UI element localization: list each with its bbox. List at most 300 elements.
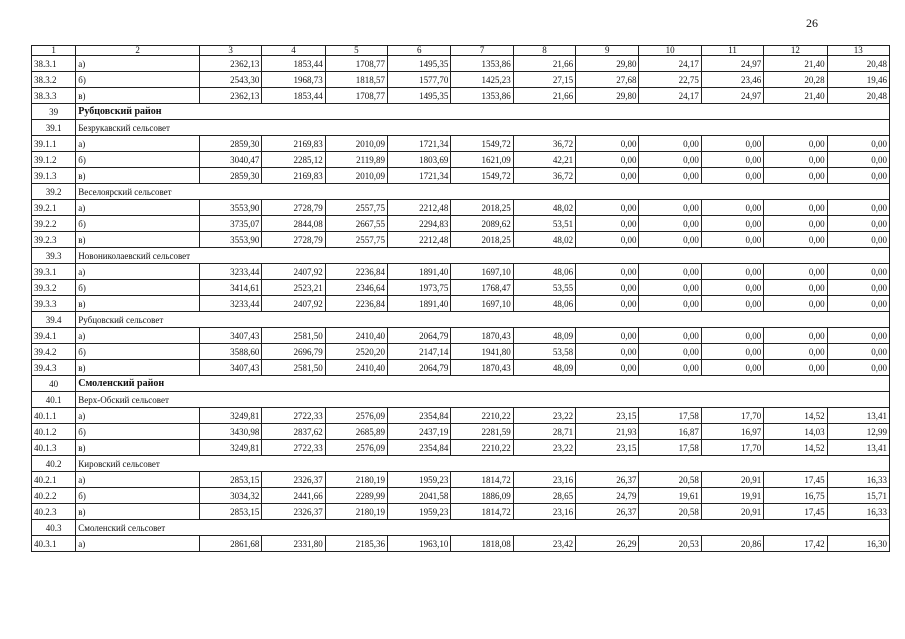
- value-cell: 2576,09: [325, 408, 387, 424]
- value-cell: 21,66: [513, 56, 575, 72]
- value-cell: 13,41: [827, 440, 889, 456]
- value-cell: 17,58: [639, 408, 701, 424]
- value-cell: 20,53: [639, 536, 701, 552]
- row-variant-label: в): [76, 440, 200, 456]
- value-cell: 1963,10: [388, 536, 451, 552]
- value-cell: 20,86: [701, 536, 763, 552]
- table-row: [32, 200, 890, 216]
- value-cell: 0,00: [827, 264, 889, 280]
- value-cell: 20,91: [701, 504, 763, 520]
- value-cell: 0,00: [576, 136, 639, 152]
- value-cell: 27,68: [576, 72, 639, 88]
- value-cell: 0,00: [701, 168, 763, 184]
- value-cell: 53,55: [513, 280, 575, 296]
- row-number: 39.3.1: [32, 264, 76, 280]
- value-cell: 2728,79: [262, 200, 325, 216]
- value-cell: 2859,30: [199, 136, 261, 152]
- value-cell: 0,00: [639, 328, 701, 344]
- value-cell: 2010,09: [325, 136, 387, 152]
- row-variant-label: а): [76, 536, 200, 552]
- value-cell: 23,16: [513, 504, 575, 520]
- value-cell: 1708,77: [325, 56, 387, 72]
- value-cell: 48,06: [513, 296, 575, 312]
- value-cell: 14,03: [764, 424, 827, 440]
- row-variant-label: б): [76, 488, 200, 504]
- table-row: [32, 536, 890, 552]
- district-heading-row: [32, 104, 890, 120]
- value-cell: 19,46: [827, 72, 889, 88]
- district-heading-row: [32, 376, 890, 392]
- value-cell: 1577,70: [388, 72, 451, 88]
- value-cell: 2010,09: [325, 168, 387, 184]
- column-header: 10: [639, 46, 701, 56]
- row-variant-label: а): [76, 56, 200, 72]
- row-variant-label: а): [76, 328, 200, 344]
- value-cell: 42,21: [513, 152, 575, 168]
- row-variant-label: в): [76, 232, 200, 248]
- value-cell: 0,00: [576, 264, 639, 280]
- table-row: [32, 152, 890, 168]
- value-cell: 19,91: [701, 488, 763, 504]
- column-header: 3: [199, 46, 261, 56]
- settlement-heading-row: [32, 520, 890, 536]
- value-cell: 2557,75: [325, 200, 387, 216]
- table-row: [32, 296, 890, 312]
- value-cell: 1353,86: [451, 88, 513, 104]
- value-cell: 27,15: [513, 72, 575, 88]
- settlement-name: Рубцовский сельсовет: [76, 312, 890, 328]
- column-header: 13: [827, 46, 889, 56]
- value-cell: 0,00: [764, 360, 827, 376]
- column-header: 9: [576, 46, 639, 56]
- settlement-name: Безрукавский сельсовет: [76, 120, 890, 136]
- value-cell: 0,00: [576, 216, 639, 232]
- row-number: 39.2.2: [32, 216, 76, 232]
- value-cell: 0,00: [576, 296, 639, 312]
- table-row: [32, 264, 890, 280]
- row-variant-label: а): [76, 200, 200, 216]
- value-cell: 20,58: [639, 504, 701, 520]
- value-cell: 1621,09: [451, 152, 513, 168]
- value-cell: 2294,83: [388, 216, 451, 232]
- value-cell: 2722,33: [262, 408, 325, 424]
- value-cell: 0,00: [827, 200, 889, 216]
- value-cell: 24,79: [576, 488, 639, 504]
- row-variant-label: б): [76, 72, 200, 88]
- value-cell: 0,00: [764, 232, 827, 248]
- value-cell: 0,00: [764, 200, 827, 216]
- value-cell: 1549,72: [451, 168, 513, 184]
- value-cell: 2210,22: [451, 408, 513, 424]
- value-cell: 2212,48: [388, 200, 451, 216]
- value-cell: 0,00: [764, 296, 827, 312]
- value-cell: 23,15: [576, 408, 639, 424]
- value-cell: 0,00: [639, 296, 701, 312]
- row-number: 39.2.3: [32, 232, 76, 248]
- column-number-row: [32, 46, 890, 56]
- row-variant-label: в): [76, 504, 200, 520]
- value-cell: 0,00: [639, 200, 701, 216]
- settlement-heading-row: [32, 456, 890, 472]
- value-cell: 0,00: [639, 152, 701, 168]
- value-cell: 28,71: [513, 424, 575, 440]
- value-cell: 3040,47: [199, 152, 261, 168]
- value-cell: 16,33: [827, 472, 889, 488]
- value-cell: 3414,61: [199, 280, 261, 296]
- value-cell: 1891,40: [388, 264, 451, 280]
- value-cell: 2354,84: [388, 408, 451, 424]
- value-cell: 1853,44: [262, 88, 325, 104]
- value-cell: 0,00: [576, 360, 639, 376]
- value-cell: 48,02: [513, 232, 575, 248]
- value-cell: 16,30: [827, 536, 889, 552]
- value-cell: 0,00: [827, 296, 889, 312]
- value-cell: 2581,50: [262, 328, 325, 344]
- value-cell: 16,75: [764, 488, 827, 504]
- value-cell: 1708,77: [325, 88, 387, 104]
- value-cell: 17,70: [701, 440, 763, 456]
- value-cell: 1870,43: [451, 360, 513, 376]
- value-cell: 0,00: [701, 232, 763, 248]
- value-cell: 48,06: [513, 264, 575, 280]
- row-number: 39.3.3: [32, 296, 76, 312]
- value-cell: 15,71: [827, 488, 889, 504]
- column-header: 1: [32, 46, 76, 56]
- value-cell: 2362,13: [199, 56, 261, 72]
- value-cell: 1886,09: [451, 488, 513, 504]
- row-variant-label: а): [76, 408, 200, 424]
- value-cell: 26,29: [576, 536, 639, 552]
- value-cell: 22,75: [639, 72, 701, 88]
- row-number: 39.1.1: [32, 136, 76, 152]
- row-variant-label: б): [76, 344, 200, 360]
- district-name: Рубцовский район: [76, 104, 890, 120]
- value-cell: 2685,89: [325, 424, 387, 440]
- column-header: 11: [701, 46, 763, 56]
- value-cell: 0,00: [701, 328, 763, 344]
- value-cell: 0,00: [827, 136, 889, 152]
- settlement-heading-row: [32, 392, 890, 408]
- value-cell: 2169,83: [262, 168, 325, 184]
- value-cell: 0,00: [827, 280, 889, 296]
- row-number: 39.4: [32, 312, 76, 328]
- value-cell: 1814,72: [451, 504, 513, 520]
- value-cell: 2212,48: [388, 232, 451, 248]
- value-cell: 0,00: [764, 328, 827, 344]
- value-cell: 23,22: [513, 440, 575, 456]
- value-cell: 24,17: [639, 56, 701, 72]
- value-cell: 0,00: [701, 200, 763, 216]
- value-cell: 48,02: [513, 200, 575, 216]
- value-cell: 0,00: [827, 344, 889, 360]
- value-cell: 20,48: [827, 56, 889, 72]
- value-cell: 21,93: [576, 424, 639, 440]
- row-variant-label: а): [76, 472, 200, 488]
- settlement-name: Верх-Обский сельсовет: [76, 392, 890, 408]
- settlement-name: Веселоярский сельсовет: [76, 184, 890, 200]
- settlement-name: Кировский сельсовет: [76, 456, 890, 472]
- value-cell: 0,00: [764, 136, 827, 152]
- row-number: 40.2: [32, 456, 76, 472]
- value-cell: 2407,92: [262, 264, 325, 280]
- value-cell: 0,00: [639, 136, 701, 152]
- page-number: 26: [806, 16, 818, 30]
- value-cell: 3553,90: [199, 232, 261, 248]
- table-row: [32, 72, 890, 88]
- value-cell: 1853,44: [262, 56, 325, 72]
- value-cell: 2236,84: [325, 296, 387, 312]
- value-cell: 2853,15: [199, 472, 261, 488]
- row-number: 39.1: [32, 120, 76, 136]
- row-variant-label: а): [76, 136, 200, 152]
- value-cell: 0,00: [764, 280, 827, 296]
- value-cell: 3430,98: [199, 424, 261, 440]
- value-cell: 1814,72: [451, 472, 513, 488]
- value-cell: 2180,19: [325, 504, 387, 520]
- settlement-name: Смоленский сельсовет: [76, 520, 890, 536]
- value-cell: 2410,40: [325, 328, 387, 344]
- row-number: 40: [32, 376, 76, 392]
- value-cell: 2064,79: [388, 360, 451, 376]
- value-cell: 14,52: [764, 440, 827, 456]
- tariff-table: [31, 45, 890, 552]
- value-cell: 2210,22: [451, 440, 513, 456]
- value-cell: 17,42: [764, 536, 827, 552]
- value-cell: 0,00: [827, 216, 889, 232]
- value-cell: 2018,25: [451, 200, 513, 216]
- value-cell: 2326,37: [262, 472, 325, 488]
- value-cell: 2185,36: [325, 536, 387, 552]
- row-number: 39.1.3: [32, 168, 76, 184]
- row-number: 40.2.3: [32, 504, 76, 520]
- value-cell: 28,65: [513, 488, 575, 504]
- value-cell: 1870,43: [451, 328, 513, 344]
- value-cell: 17,70: [701, 408, 763, 424]
- value-cell: 23,22: [513, 408, 575, 424]
- value-cell: 23,46: [701, 72, 763, 88]
- value-cell: 3735,07: [199, 216, 261, 232]
- value-cell: 2667,55: [325, 216, 387, 232]
- value-cell: 0,00: [764, 152, 827, 168]
- row-number: 39.2.1: [32, 200, 76, 216]
- column-header: 7: [451, 46, 513, 56]
- table-row: [32, 488, 890, 504]
- value-cell: 2853,15: [199, 504, 261, 520]
- table-row: [32, 408, 890, 424]
- column-header: 5: [325, 46, 387, 56]
- value-cell: 2236,84: [325, 264, 387, 280]
- value-cell: 3553,90: [199, 200, 261, 216]
- value-cell: 0,00: [827, 360, 889, 376]
- settlement-name: Новониколаевский сельсовет: [76, 248, 890, 264]
- row-number: 40.1.2: [32, 424, 76, 440]
- value-cell: 20,58: [639, 472, 701, 488]
- value-cell: 2728,79: [262, 232, 325, 248]
- value-cell: 1959,23: [388, 504, 451, 520]
- table-row: [32, 136, 890, 152]
- value-cell: 16,87: [639, 424, 701, 440]
- value-cell: 14,52: [764, 408, 827, 424]
- value-cell: 1495,35: [388, 88, 451, 104]
- value-cell: 0,00: [576, 152, 639, 168]
- value-cell: 2119,89: [325, 152, 387, 168]
- settlement-heading-row: [32, 248, 890, 264]
- row-number: 39.1.2: [32, 152, 76, 168]
- value-cell: 0,00: [701, 344, 763, 360]
- value-cell: 2331,80: [262, 536, 325, 552]
- row-number: 39: [32, 104, 76, 120]
- value-cell: 0,00: [639, 168, 701, 184]
- value-cell: 0,00: [764, 168, 827, 184]
- value-cell: 0,00: [639, 344, 701, 360]
- value-cell: 2169,83: [262, 136, 325, 152]
- value-cell: 2557,75: [325, 232, 387, 248]
- column-header: 2: [76, 46, 200, 56]
- value-cell: 2285,12: [262, 152, 325, 168]
- value-cell: 1721,34: [388, 168, 451, 184]
- row-number: 40.1.1: [32, 408, 76, 424]
- row-variant-label: б): [76, 424, 200, 440]
- value-cell: 2437,19: [388, 424, 451, 440]
- value-cell: 2441,66: [262, 488, 325, 504]
- row-variant-label: б): [76, 280, 200, 296]
- value-cell: 2354,84: [388, 440, 451, 456]
- table-row: [32, 280, 890, 296]
- table-row: [32, 232, 890, 248]
- value-cell: 2861,68: [199, 536, 261, 552]
- value-cell: 0,00: [764, 264, 827, 280]
- value-cell: 3034,32: [199, 488, 261, 504]
- value-cell: 12,99: [827, 424, 889, 440]
- value-cell: 16,97: [701, 424, 763, 440]
- value-cell: 23,16: [513, 472, 575, 488]
- value-cell: 2844,08: [262, 216, 325, 232]
- value-cell: 0,00: [576, 232, 639, 248]
- table-row: [32, 504, 890, 520]
- table-row: [32, 168, 890, 184]
- value-cell: 0,00: [701, 296, 763, 312]
- value-cell: 0,00: [827, 232, 889, 248]
- value-cell: 2346,64: [325, 280, 387, 296]
- row-number: 39.2: [32, 184, 76, 200]
- row-number: 38.3.3: [32, 88, 76, 104]
- value-cell: 0,00: [701, 152, 763, 168]
- value-cell: 48,09: [513, 328, 575, 344]
- value-cell: 1768,47: [451, 280, 513, 296]
- value-cell: 0,00: [639, 280, 701, 296]
- table-row: [32, 56, 890, 72]
- value-cell: 21,40: [764, 88, 827, 104]
- row-number: 40.3.1: [32, 536, 76, 552]
- table-row: [32, 472, 890, 488]
- value-cell: 24,97: [701, 56, 763, 72]
- value-cell: 0,00: [576, 328, 639, 344]
- row-variant-label: в): [76, 168, 200, 184]
- value-cell: 26,37: [576, 472, 639, 488]
- value-cell: 2576,09: [325, 440, 387, 456]
- row-number: 40.1: [32, 392, 76, 408]
- row-variant-label: а): [76, 264, 200, 280]
- row-variant-label: б): [76, 152, 200, 168]
- value-cell: 0,00: [701, 280, 763, 296]
- value-cell: 1353,86: [451, 56, 513, 72]
- row-number: 40.3: [32, 520, 76, 536]
- value-cell: 53,51: [513, 216, 575, 232]
- value-cell: 0,00: [764, 344, 827, 360]
- table-row: [32, 344, 890, 360]
- value-cell: 3588,60: [199, 344, 261, 360]
- value-cell: 20,91: [701, 472, 763, 488]
- value-cell: 0,00: [576, 200, 639, 216]
- value-cell: 0,00: [576, 168, 639, 184]
- row-number: 38.3.1: [32, 56, 76, 72]
- row-number: 40.1.3: [32, 440, 76, 456]
- value-cell: 17,58: [639, 440, 701, 456]
- value-cell: 29,80: [576, 56, 639, 72]
- value-cell: 21,40: [764, 56, 827, 72]
- value-cell: 2407,92: [262, 296, 325, 312]
- value-cell: 2722,33: [262, 440, 325, 456]
- value-cell: 1941,80: [451, 344, 513, 360]
- value-cell: 1818,57: [325, 72, 387, 88]
- value-cell: 23,42: [513, 536, 575, 552]
- value-cell: 3249,81: [199, 440, 261, 456]
- value-cell: 3249,81: [199, 408, 261, 424]
- column-header: 6: [388, 46, 451, 56]
- settlement-heading-row: [32, 120, 890, 136]
- table-row: [32, 360, 890, 376]
- table-row: [32, 88, 890, 104]
- value-cell: 17,45: [764, 472, 827, 488]
- value-cell: 13,41: [827, 408, 889, 424]
- value-cell: 2410,40: [325, 360, 387, 376]
- value-cell: 0,00: [576, 280, 639, 296]
- value-cell: 1959,23: [388, 472, 451, 488]
- value-cell: 3407,43: [199, 360, 261, 376]
- value-cell: 2147,14: [388, 344, 451, 360]
- value-cell: 24,97: [701, 88, 763, 104]
- column-header: 8: [513, 46, 575, 56]
- row-variant-label: в): [76, 360, 200, 376]
- row-number: 39.4.2: [32, 344, 76, 360]
- value-cell: 0,00: [764, 216, 827, 232]
- value-cell: 0,00: [827, 168, 889, 184]
- value-cell: 29,80: [576, 88, 639, 104]
- value-cell: 1721,34: [388, 136, 451, 152]
- value-cell: 3233,44: [199, 264, 261, 280]
- table-row: [32, 216, 890, 232]
- value-cell: 0,00: [701, 264, 763, 280]
- value-cell: 0,00: [639, 232, 701, 248]
- column-header: 12: [764, 46, 827, 56]
- value-cell: 2362,13: [199, 88, 261, 104]
- row-variant-label: в): [76, 296, 200, 312]
- value-cell: 1425,23: [451, 72, 513, 88]
- value-cell: 0,00: [701, 360, 763, 376]
- row-number: 38.3.2: [32, 72, 76, 88]
- table-row: [32, 424, 890, 440]
- value-cell: 1891,40: [388, 296, 451, 312]
- value-cell: 1549,72: [451, 136, 513, 152]
- value-cell: 0,00: [827, 328, 889, 344]
- value-cell: 0,00: [639, 264, 701, 280]
- value-cell: 2520,20: [325, 344, 387, 360]
- value-cell: 20,48: [827, 88, 889, 104]
- value-cell: 2523,21: [262, 280, 325, 296]
- value-cell: 23,15: [576, 440, 639, 456]
- value-cell: 36,72: [513, 168, 575, 184]
- value-cell: 3407,43: [199, 328, 261, 344]
